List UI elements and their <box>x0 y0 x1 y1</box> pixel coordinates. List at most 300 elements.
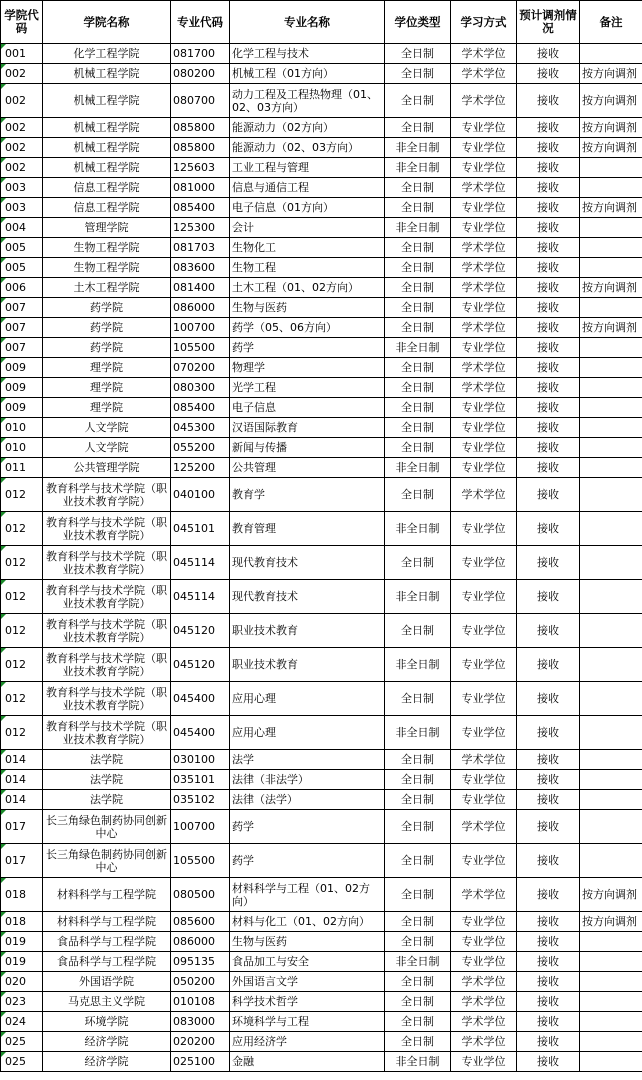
table-row <box>1 1032 642 1052</box>
cell-college-name: 人文学院 <box>43 418 171 438</box>
cell-degree-type: 非全日制 <box>385 648 451 682</box>
header-transfer-status: 预计调剂情况 <box>517 1 580 44</box>
cell-major-name: 动力工程及工程热物理（01、02、03方向） <box>230 84 385 118</box>
cell-remarks <box>580 992 642 1012</box>
cell-degree-type: 全日制 <box>385 912 451 932</box>
cell-study-mode: 专业学位 <box>451 932 517 952</box>
cell-degree-type: 全日制 <box>385 198 451 218</box>
cell-transfer-status: 接收 <box>517 1032 580 1052</box>
cell-transfer-status: 接收 <box>517 198 580 218</box>
cell-study-mode: 专业学位 <box>451 298 517 318</box>
cell-transfer-status: 接收 <box>517 952 580 972</box>
cell-degree-type: 全日制 <box>385 358 451 378</box>
cell-college-name: 教育科学与技术学院（职业技术教育学院） <box>43 478 171 512</box>
cell-degree-type: 非全日制 <box>385 158 451 178</box>
cell-major-name: 职业技术教育 <box>230 614 385 648</box>
cell-college-code: 014 <box>1 770 43 790</box>
cell-college-code: 025 <box>1 1032 43 1052</box>
cell-college-name: 法学院 <box>43 750 171 770</box>
cell-college-code: 001 <box>1 44 43 64</box>
cell-major-name: 电子信息（01方向） <box>230 198 385 218</box>
cell-study-mode: 专业学位 <box>451 648 517 682</box>
cell-college-name: 长三角绿色制药协同创新中心 <box>43 810 171 844</box>
cell-college-name: 教育科学与技术学院（职业技术教育学院） <box>43 546 171 580</box>
cell-major-name: 药学 <box>230 844 385 878</box>
cell-transfer-status: 接收 <box>517 1012 580 1032</box>
cell-transfer-status: 接收 <box>517 258 580 278</box>
cell-major-code: 100700 <box>171 318 230 338</box>
cell-study-mode: 专业学位 <box>451 418 517 438</box>
table-row <box>1 138 642 158</box>
cell-major-name: 新闻与传播 <box>230 438 385 458</box>
cell-major-name: 应用心理 <box>230 716 385 750</box>
table-row <box>1 682 642 716</box>
table-row <box>1 418 642 438</box>
cell-degree-type: 全日制 <box>385 258 451 278</box>
header-major-code: 专业代码 <box>171 1 230 44</box>
cell-remarks <box>580 682 642 716</box>
cell-degree-type: 全日制 <box>385 810 451 844</box>
cell-major-name: 法律（非法学） <box>230 770 385 790</box>
cell-college-name: 信息工程学院 <box>43 198 171 218</box>
table-row <box>1 178 642 198</box>
cell-transfer-status: 接收 <box>517 84 580 118</box>
cell-remarks: 按方向调剂 <box>580 318 642 338</box>
cell-transfer-status: 接收 <box>517 546 580 580</box>
table-row <box>1 458 642 478</box>
header-remarks: 备注 <box>580 1 642 44</box>
cell-transfer-status: 接收 <box>517 1052 580 1072</box>
cell-degree-type: 全日制 <box>385 750 451 770</box>
cell-major-code: 085400 <box>171 398 230 418</box>
cell-college-name: 机械工程学院 <box>43 118 171 138</box>
table-row <box>1 992 642 1012</box>
cell-major-name: 科学技术哲学 <box>230 992 385 1012</box>
cell-study-mode: 专业学位 <box>451 716 517 750</box>
cell-study-mode: 学术学位 <box>451 972 517 992</box>
cell-study-mode: 专业学位 <box>451 338 517 358</box>
cell-remarks: 按方向调剂 <box>580 118 642 138</box>
cell-major-code: 080500 <box>171 878 230 912</box>
cell-remarks <box>580 178 642 198</box>
cell-college-code: 012 <box>1 580 43 614</box>
table-row <box>1 318 642 338</box>
cell-major-code: 083600 <box>171 258 230 278</box>
cell-remarks: 按方向调剂 <box>580 912 642 932</box>
cell-transfer-status: 接收 <box>517 358 580 378</box>
cell-transfer-status: 接收 <box>517 878 580 912</box>
cell-degree-type: 全日制 <box>385 378 451 398</box>
cell-college-code: 003 <box>1 198 43 218</box>
cell-college-name: 药学院 <box>43 338 171 358</box>
cell-transfer-status: 接收 <box>517 158 580 178</box>
table-row <box>1 338 642 358</box>
cell-transfer-status: 接收 <box>517 512 580 546</box>
table-row <box>1 438 642 458</box>
cell-college-code: 012 <box>1 682 43 716</box>
cell-major-name: 药学（05、06方向） <box>230 318 385 338</box>
cell-major-code: 080300 <box>171 378 230 398</box>
cell-major-code: 025100 <box>171 1052 230 1072</box>
cell-major-name: 能源动力（02、03方向） <box>230 138 385 158</box>
cell-study-mode: 专业学位 <box>451 512 517 546</box>
cell-study-mode: 学术学位 <box>451 178 517 198</box>
cell-college-name: 经济学院 <box>43 1032 171 1052</box>
header-degree-type: 学位类型 <box>385 1 451 44</box>
cell-remarks: 按方向调剂 <box>580 138 642 158</box>
cell-degree-type: 全日制 <box>385 318 451 338</box>
cell-major-code: 080200 <box>171 64 230 84</box>
cell-remarks: 按方向调剂 <box>580 278 642 298</box>
cell-degree-type: 非全日制 <box>385 716 451 750</box>
cell-transfer-status: 接收 <box>517 378 580 398</box>
cell-degree-type: 非全日制 <box>385 138 451 158</box>
table-row <box>1 378 642 398</box>
cell-transfer-status: 接收 <box>517 992 580 1012</box>
cell-college-name: 法学院 <box>43 790 171 810</box>
cell-degree-type: 全日制 <box>385 770 451 790</box>
cell-study-mode: 学术学位 <box>451 258 517 278</box>
cell-college-code: 012 <box>1 478 43 512</box>
cell-study-mode: 专业学位 <box>451 770 517 790</box>
cell-remarks <box>580 238 642 258</box>
table-row <box>1 810 642 844</box>
cell-major-code: 045120 <box>171 648 230 682</box>
cell-remarks <box>580 478 642 512</box>
cell-major-name: 光学工程 <box>230 378 385 398</box>
cell-degree-type: 全日制 <box>385 932 451 952</box>
cell-major-code: 045114 <box>171 580 230 614</box>
cell-transfer-status: 接收 <box>517 716 580 750</box>
cell-degree-type: 全日制 <box>385 1032 451 1052</box>
cell-degree-type: 全日制 <box>385 992 451 1012</box>
cell-degree-type: 全日制 <box>385 790 451 810</box>
cell-degree-type: 全日制 <box>385 844 451 878</box>
table-row <box>1 580 642 614</box>
cell-study-mode: 专业学位 <box>451 614 517 648</box>
cell-remarks <box>580 1052 642 1072</box>
cell-college-code: 009 <box>1 358 43 378</box>
cell-college-name: 生物工程学院 <box>43 238 171 258</box>
cell-college-code: 002 <box>1 84 43 118</box>
cell-college-code: 017 <box>1 810 43 844</box>
cell-major-code: 035102 <box>171 790 230 810</box>
cell-degree-type: 全日制 <box>385 614 451 648</box>
cell-major-code: 083000 <box>171 1012 230 1032</box>
cell-major-name: 材料与化工（01、02方向） <box>230 912 385 932</box>
cell-major-name: 法学 <box>230 750 385 770</box>
cell-degree-type: 全日制 <box>385 1012 451 1032</box>
cell-transfer-status: 接收 <box>517 844 580 878</box>
table-row <box>1 358 642 378</box>
cell-college-name: 药学院 <box>43 298 171 318</box>
cell-major-name: 电子信息 <box>230 398 385 418</box>
cell-college-code: 004 <box>1 218 43 238</box>
cell-study-mode: 学术学位 <box>451 478 517 512</box>
table-row <box>1 1052 642 1072</box>
cell-remarks <box>580 418 642 438</box>
table-row <box>1 512 642 546</box>
cell-degree-type: 非全日制 <box>385 1052 451 1072</box>
cell-transfer-status: 接收 <box>517 64 580 84</box>
cell-study-mode: 学术学位 <box>451 238 517 258</box>
cell-college-code: 019 <box>1 932 43 952</box>
cell-college-code: 011 <box>1 458 43 478</box>
cell-college-name: 教育科学与技术学院（职业技术教育学院） <box>43 512 171 546</box>
cell-college-code: 012 <box>1 648 43 682</box>
cell-remarks: 按方向调剂 <box>580 64 642 84</box>
cell-major-code: 055200 <box>171 438 230 458</box>
cell-college-name: 教育科学与技术学院（职业技术教育学院） <box>43 716 171 750</box>
cell-transfer-status: 接收 <box>517 138 580 158</box>
cell-study-mode: 学术学位 <box>451 878 517 912</box>
cell-study-mode: 专业学位 <box>451 138 517 158</box>
cell-college-name: 生物工程学院 <box>43 258 171 278</box>
cell-college-code: 012 <box>1 614 43 648</box>
cell-college-name: 管理学院 <box>43 218 171 238</box>
cell-college-code: 017 <box>1 844 43 878</box>
cell-study-mode: 学术学位 <box>451 1012 517 1032</box>
cell-major-code: 030100 <box>171 750 230 770</box>
cell-college-code: 002 <box>1 118 43 138</box>
table-row <box>1 648 642 682</box>
cell-degree-type: 全日制 <box>385 878 451 912</box>
cell-degree-type: 全日制 <box>385 682 451 716</box>
table-row <box>1 258 642 278</box>
cell-study-mode: 学术学位 <box>451 358 517 378</box>
cell-study-mode: 学术学位 <box>451 378 517 398</box>
cell-study-mode: 专业学位 <box>451 580 517 614</box>
cell-major-name: 药学 <box>230 810 385 844</box>
cell-college-name: 机械工程学院 <box>43 138 171 158</box>
cell-college-name: 理学院 <box>43 398 171 418</box>
cell-college-code: 002 <box>1 138 43 158</box>
cell-college-code: 019 <box>1 952 43 972</box>
cell-degree-type: 全日制 <box>385 546 451 580</box>
cell-college-code: 014 <box>1 790 43 810</box>
header-major-name: 专业名称 <box>230 1 385 44</box>
cell-remarks <box>580 158 642 178</box>
cell-degree-type: 全日制 <box>385 972 451 992</box>
cell-major-code: 040100 <box>171 478 230 512</box>
table-row <box>1 44 642 64</box>
header-row <box>1 1 642 44</box>
cell-major-code: 020200 <box>171 1032 230 1052</box>
table-row <box>1 1012 642 1032</box>
cell-major-code: 100700 <box>171 810 230 844</box>
cell-college-code: 010 <box>1 418 43 438</box>
cell-study-mode: 专业学位 <box>451 546 517 580</box>
cell-college-name: 教育科学与技术学院（职业技术教育学院） <box>43 682 171 716</box>
cell-transfer-status: 接收 <box>517 478 580 512</box>
cell-transfer-status: 接收 <box>517 580 580 614</box>
cell-remarks <box>580 790 642 810</box>
cell-major-name: 生物与医药 <box>230 932 385 952</box>
table-row <box>1 64 642 84</box>
cell-major-code: 085800 <box>171 118 230 138</box>
cell-degree-type: 全日制 <box>385 398 451 418</box>
cell-remarks <box>580 614 642 648</box>
cell-major-code: 045120 <box>171 614 230 648</box>
table-row <box>1 118 642 138</box>
cell-major-code: 095135 <box>171 952 230 972</box>
cell-college-code: 007 <box>1 318 43 338</box>
cell-major-name: 生物工程 <box>230 258 385 278</box>
cell-college-code: 002 <box>1 64 43 84</box>
cell-degree-type: 全日制 <box>385 84 451 118</box>
cell-major-name: 土木工程（01、02方向） <box>230 278 385 298</box>
cell-major-code: 081400 <box>171 278 230 298</box>
cell-major-name: 生物化工 <box>230 238 385 258</box>
table-row <box>1 952 642 972</box>
table-row <box>1 298 642 318</box>
cell-remarks <box>580 716 642 750</box>
cell-college-name: 马克思主义学院 <box>43 992 171 1012</box>
cell-college-code: 006 <box>1 278 43 298</box>
cell-major-name: 材料科学与工程（01、02方向） <box>230 878 385 912</box>
cell-major-name: 会计 <box>230 218 385 238</box>
cell-remarks <box>580 44 642 64</box>
cell-major-code: 080700 <box>171 84 230 118</box>
cell-major-code: 085800 <box>171 138 230 158</box>
cell-remarks <box>580 750 642 770</box>
cell-remarks <box>580 932 642 952</box>
cell-college-code: 009 <box>1 398 43 418</box>
cell-remarks <box>580 1012 642 1032</box>
cell-degree-type: 全日制 <box>385 238 451 258</box>
cell-remarks <box>580 648 642 682</box>
cell-transfer-status: 接收 <box>517 438 580 458</box>
cell-study-mode: 学术学位 <box>451 44 517 64</box>
table-row <box>1 278 642 298</box>
cell-college-name: 教育科学与技术学院（职业技术教育学院） <box>43 648 171 682</box>
cell-transfer-status: 接收 <box>517 750 580 770</box>
cell-study-mode: 学术学位 <box>451 84 517 118</box>
cell-college-name: 食品科学与工程学院 <box>43 952 171 972</box>
cell-major-name: 教育管理 <box>230 512 385 546</box>
cell-study-mode: 专业学位 <box>451 952 517 972</box>
cell-college-name: 药学院 <box>43 318 171 338</box>
cell-transfer-status: 接收 <box>517 338 580 358</box>
cell-degree-type: 非全日制 <box>385 218 451 238</box>
cell-college-code: 010 <box>1 438 43 458</box>
cell-major-code: 085400 <box>171 198 230 218</box>
cell-study-mode: 专业学位 <box>451 398 517 418</box>
table-row <box>1 770 642 790</box>
cell-transfer-status: 接收 <box>517 418 580 438</box>
cell-major-name: 信息与通信工程 <box>230 178 385 198</box>
cell-transfer-status: 接收 <box>517 648 580 682</box>
cell-major-name: 应用经济学 <box>230 1032 385 1052</box>
table-row <box>1 912 642 932</box>
cell-degree-type: 全日制 <box>385 478 451 512</box>
table-row <box>1 878 642 912</box>
header-college-code: 学院代码 <box>1 1 43 44</box>
cell-remarks <box>580 338 642 358</box>
cell-college-name: 教育科学与技术学院（职业技术教育学院） <box>43 614 171 648</box>
cell-study-mode: 学术学位 <box>451 992 517 1012</box>
cell-remarks <box>580 1032 642 1052</box>
cell-college-name: 教育科学与技术学院（职业技术教育学院） <box>43 580 171 614</box>
cell-major-name: 应用心理 <box>230 682 385 716</box>
cell-degree-type: 全日制 <box>385 64 451 84</box>
cell-remarks <box>580 844 642 878</box>
cell-college-name: 化学工程学院 <box>43 44 171 64</box>
cell-study-mode: 学术学位 <box>451 750 517 770</box>
table-row <box>1 546 642 580</box>
cell-transfer-status: 接收 <box>517 278 580 298</box>
cell-remarks <box>580 258 642 278</box>
cell-college-code: 012 <box>1 716 43 750</box>
cell-major-name: 现代教育技术 <box>230 546 385 580</box>
cell-major-name: 环境科学与工程 <box>230 1012 385 1032</box>
cell-degree-type: 全日制 <box>385 118 451 138</box>
cell-major-code: 045300 <box>171 418 230 438</box>
cell-study-mode: 专业学位 <box>451 844 517 878</box>
table-row <box>1 844 642 878</box>
cell-major-code: 086000 <box>171 932 230 952</box>
cell-college-name: 环境学院 <box>43 1012 171 1032</box>
cell-college-code: 025 <box>1 1052 43 1072</box>
cell-remarks <box>580 972 642 992</box>
cell-college-code: 007 <box>1 338 43 358</box>
cell-transfer-status: 接收 <box>517 218 580 238</box>
table-row <box>1 972 642 992</box>
cell-major-code: 086000 <box>171 298 230 318</box>
cell-remarks <box>580 398 642 418</box>
cell-major-code: 085600 <box>171 912 230 932</box>
cell-college-name: 机械工程学院 <box>43 158 171 178</box>
cell-college-code: 024 <box>1 1012 43 1032</box>
cell-college-name: 经济学院 <box>43 1052 171 1072</box>
cell-study-mode: 学术学位 <box>451 278 517 298</box>
cell-major-name: 汉语国际教育 <box>230 418 385 438</box>
cell-transfer-status: 接收 <box>517 44 580 64</box>
cell-transfer-status: 接收 <box>517 770 580 790</box>
cell-study-mode: 学术学位 <box>451 810 517 844</box>
cell-remarks <box>580 770 642 790</box>
cell-remarks <box>580 580 642 614</box>
table-row <box>1 198 642 218</box>
cell-study-mode: 专业学位 <box>451 198 517 218</box>
cell-major-code: 045101 <box>171 512 230 546</box>
cell-study-mode: 专业学位 <box>451 218 517 238</box>
cell-major-code: 050200 <box>171 972 230 992</box>
cell-college-name: 外国语学院 <box>43 972 171 992</box>
cell-transfer-status: 接收 <box>517 810 580 844</box>
cell-major-name: 现代教育技术 <box>230 580 385 614</box>
cell-major-code: 045114 <box>171 546 230 580</box>
cell-major-code: 081703 <box>171 238 230 258</box>
cell-transfer-status: 接收 <box>517 682 580 716</box>
cell-remarks <box>580 358 642 378</box>
cell-college-code: 009 <box>1 378 43 398</box>
cell-study-mode: 专业学位 <box>451 682 517 716</box>
header-study-mode: 学习方式 <box>451 1 517 44</box>
cell-college-name: 信息工程学院 <box>43 178 171 198</box>
cell-major-code: 010108 <box>171 992 230 1012</box>
cell-transfer-status: 接收 <box>517 912 580 932</box>
cell-remarks <box>580 298 642 318</box>
cell-transfer-status: 接收 <box>517 318 580 338</box>
cell-college-code: 005 <box>1 258 43 278</box>
cell-college-code: 014 <box>1 750 43 770</box>
cell-study-mode: 专业学位 <box>451 1052 517 1072</box>
cell-major-name: 公共管理 <box>230 458 385 478</box>
cell-transfer-status: 接收 <box>517 238 580 258</box>
cell-major-code: 070200 <box>171 358 230 378</box>
cell-remarks <box>580 218 642 238</box>
